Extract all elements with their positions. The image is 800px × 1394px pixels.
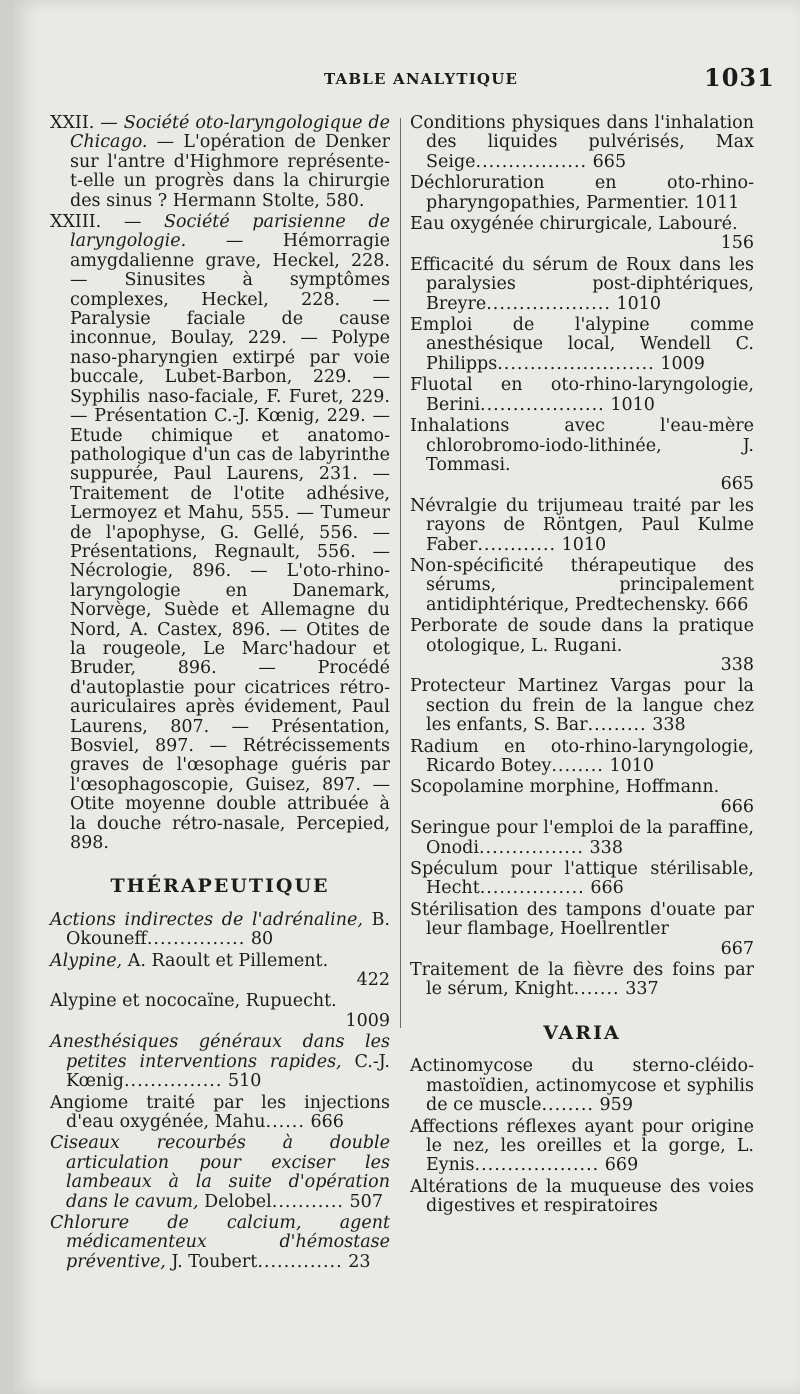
page-reference: 1011 [694,192,740,213]
page-reference: 507 [349,1191,383,1212]
leader-dots: ........ [541,1095,594,1116]
index-entry [50,992,390,1031]
entry-text: Traitement de la fièvre des foins par le sérum, Knight [410,960,754,1000]
entry-text: Protecteur Martinez Vargas pour la section du frein de la langue chez les enfants, S. Bar [410,676,754,736]
leader-dots: ................... [486,293,611,314]
index-entry [410,316,754,374]
index-entry [410,256,754,314]
index-entry [410,961,754,1000]
page-reference: 338 [652,715,686,736]
index-entry [410,417,754,495]
leader-dots: ................ [478,837,584,858]
page-number: 1031 [704,63,775,92]
index-entry [410,376,754,415]
column-divider [400,118,401,1028]
page-reference: 1010 [609,756,654,776]
page-reference: 959 [599,1095,633,1116]
page-reference: 665 [720,474,754,495]
index-entry [410,1057,754,1115]
running-header: TABLE ANALYTIQUE [324,70,519,88]
therapeutique-list-right [410,114,754,1000]
entry-text: Perborate de soude dans la pratique otologique, L. Rugani. [410,616,754,656]
entry-text: Fluotal en oto-rhino-laryngologie, Berini [410,375,754,415]
entry-text: Inhalations avec l'eau-mère chlorobromo-iodo-lithinée, J. Tommasi. [410,416,754,475]
page-reference: 1010 [616,293,662,314]
section-heading-varia: VARIA [543,1021,621,1044]
entry-text: Stérilisation des tampons d'ouate par leur flambage, Hoellrentler [410,899,754,940]
leader-dots: ................... [480,394,605,415]
index-entry [410,215,754,254]
entry-text: Angiome traité par les injections d'eau oxygénée, Mahu [50,1092,390,1132]
leader-dots: ......... [587,715,647,736]
index-entry [410,819,754,858]
entry-text: Scopolamine morphine, Hoffmann. [410,777,720,798]
entry-text: Altérations de la muqueuse des voies digestives et respiratoires [410,1176,754,1217]
page-reference: 422 [356,970,390,991]
therapeutique-list-left [50,911,390,1272]
entry-text: Efficacité du sérum de Roux dans les paralysies post-diphtériques, Breyre [410,254,754,314]
entry-title: Actions indirectes de l'adrénaline, [50,909,363,930]
index-entry [50,911,390,950]
entry-title: Alypine, [50,950,123,971]
page-reference: 665 [592,151,627,172]
index-entry [50,1094,390,1133]
leader-dots: ................ [479,878,585,899]
index-entry [410,114,754,172]
entry-text: Radium en oto-rhino-laryngologie, Ricardo Botey [410,736,754,776]
index-entry [410,617,754,675]
index-entry [410,738,754,777]
page-reference: 1010 [561,534,607,555]
page-reference: 80 [250,929,274,950]
entry-title: Chlorure de calcium, agent médicamenteux d'hémostase préventive, [50,1212,390,1272]
entry-text: C.-J. Kœnig [66,1051,390,1092]
index-entry [410,778,754,817]
entry-text: Eau oxygénée chirurgicale, Labouré. [410,214,738,235]
page-reference: 337 [625,979,659,1000]
entry-text: Seringue pour l'emploi de la paraffine, Onodi [410,818,754,858]
index-entry [410,677,754,735]
entry-title: Anesthésiques généraux dans les petites interventions rapides, [50,1032,390,1072]
leader-dots: ............. [257,1251,343,1272]
entry-text: Emploi de l'alypine comme anesthésique local, Wendell C. Philipps [410,315,754,374]
leader-dots: ................. [475,151,588,172]
entry-text: Névralgie du trijumeau traité par les rayons de Röntgen, Paul Kulme Faber [410,495,754,555]
index-entry [50,1214,390,1272]
section-heading-therapeutique: THÉRAPEUTIQUE [110,875,330,898]
page-reference: 666 [590,878,624,899]
page-reference: 23 [348,1251,371,1272]
right-column [410,114,754,1219]
index-entry [50,1033,390,1091]
index-entry [410,497,754,555]
index-entry: XXIII. — Société parisienne de laryngologie. — Hémorragie amygdalienne grave, Heckel, 228. — Sinusites à symptômes complexes, Heckel, 228. — Paralysie faciale de cause inconnue, Boulay, 229. — Polype naso-pharyngien extirpé par voie buccale, Lubet-Barbon, 229. — Syphilis naso-faciale, F. Furet, 229. — Présentation C.-J. Kœnig, 229. — Etude chimique et anatomo-pathologique d'un cas de labyrinthe suppurée, Paul Laurens, 231. — Traitement de l'otite adhésive, Lermoyez et Mahu, 555. — Tumeur de l'apophyse, G. Gellé, 556. — Présentations, Regnault, 556. — Nécrologie, 896. — L'oto-rhino-laryngologie en Danemark, Norvège, Suède et Allemagne du Nord, A. Castex, 896. — Otites de la rougeole, Le Marc'hadour et Bruder, 896. — Procédé d'autoplastie pour cicatrices rétro-auriculaires après évidement, Paul Laurens, 807. — Présentation, Bosviel, 897. — Rétrécissements graves de l'œsophage guéris par l'œsophagoscopie, Guisez, 897. — Otite moyenne double attribuée à la douche rétro-nasale, Percepied, 898. [50,212,390,854]
entry-text: Conditions physiques dans l'inhalation des liquides pulvérisés, Max Seige [410,113,754,172]
leader-dots: ........... [271,1191,344,1212]
entry-text: Alypine et nococaïne, Rupuecht. [50,991,337,1012]
entry-text: Affections réflexes ayant pour origine le nez, les oreilles et la gorge, L. Eynis [410,1116,754,1176]
index-entry [410,1118,754,1176]
index-entry [410,1178,754,1217]
index-entry [410,557,754,615]
varia-list [410,1057,754,1216]
page-reference: 666 [720,796,754,817]
entry-text: J. Toubert [165,1251,258,1272]
entry-text: B. Okouneff [66,909,390,950]
page-reference: 338 [720,654,754,675]
leader-dots: ...... [265,1111,305,1132]
left-column [50,114,390,1274]
page-reference: 1009 [345,1010,390,1031]
index-entry: XXII. — Société oto-laryngologique de Chicago. — L'opération de Denker sur l'antre d'Highmore représente-t-elle un progrès dans la chirurgie des sinus ? Hermann Stolte, 580. [50,113,390,211]
entry-text: A. Raoult et Pillement. [122,950,329,971]
page-reference: 510 [228,1071,262,1092]
page-reference: 1009 [660,353,705,374]
leader-dots: ............... [123,1071,223,1092]
page-reference: 338 [589,837,623,858]
index-entry [410,860,754,899]
entry-text: Déchloruration en oto-rhino-pharyngopathies, Parmentier. [410,173,754,213]
entry-text: Actinomycose du sterno-cléido-mastoïdien, actinomycose et syphilis de ce muscle [410,1056,754,1116]
entry-text: Non-spécificité thérapeutique des sérums, principalement antidiphtérique, Predtechensky. [410,555,754,615]
leader-dots: ................... [474,1155,600,1176]
index-entry [410,174,754,213]
page-reference: 667 [720,938,754,959]
index-entry [50,952,390,991]
index-entry [50,1134,390,1212]
leader-dots: ............ [477,534,557,555]
page-reference: 669 [604,1155,639,1176]
page-reference: 1010 [610,394,655,415]
entry-text: Spéculum pour l'attique stérilisable, Hecht [410,859,754,899]
entry-text: Delobel [198,1191,272,1212]
leader-dots: ........ [551,756,604,776]
leader-dots: ........................ [497,353,655,374]
page-reference: 666 [715,594,749,615]
page-reference: 666 [310,1111,344,1132]
entry-title: Ciseaux recourbés à double articulation pour exciser les lambeaux à la suite d'opération dans le cavum, [50,1133,390,1212]
leader-dots: ............... [146,929,246,950]
index-entry [410,901,754,959]
leader-dots: ....... [573,979,620,1000]
document-page [14,0,800,1394]
page-reference: 156 [720,233,754,254]
